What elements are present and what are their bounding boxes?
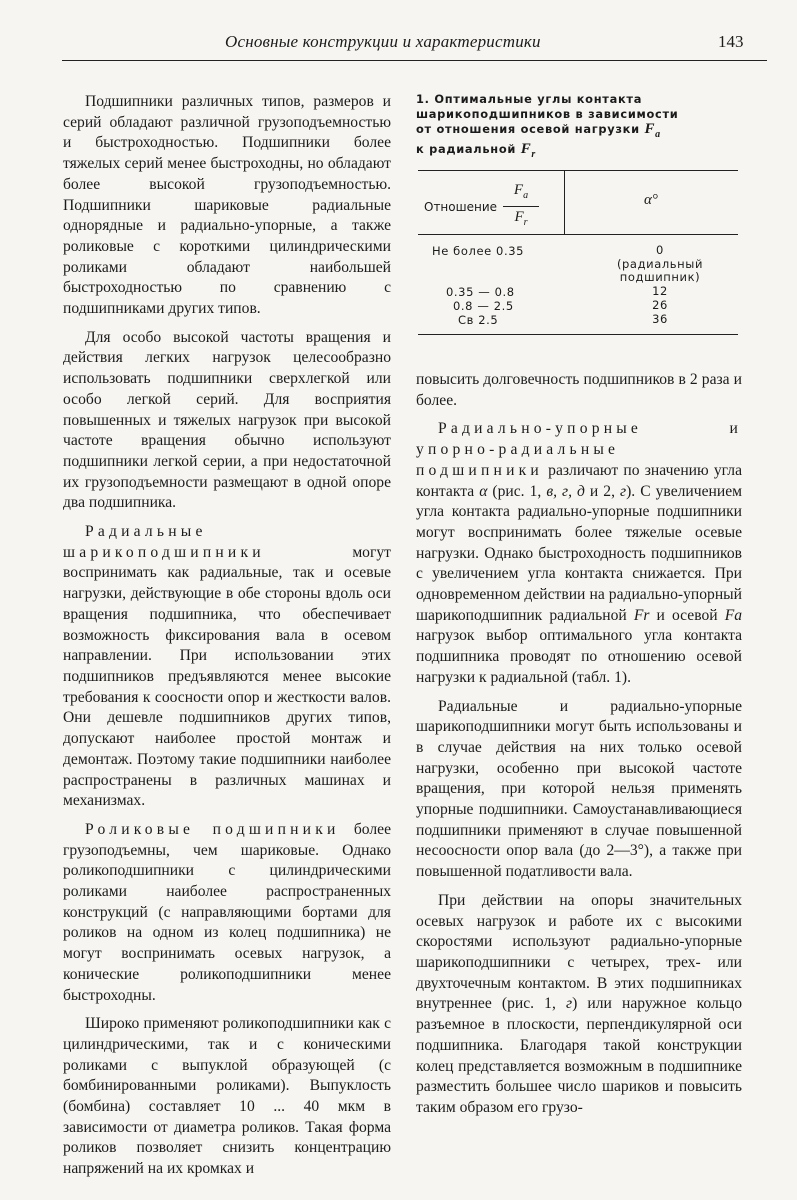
paragraph-bearing-types: Подшипники различных типов, размеров и серий обладают различной грузоподъемностью и быстроходностью. Подшипники более тяжелых серий менее быстроходны, но обладают более высокой грузоподъемностью. Подшипники шариковые радиальные однорядные и радиально-упорные, а также роликовые с короткими цилиндрическими роликами обладают наибольшей быстроходностью по сравнению с подшипниками других типов. (63, 93, 391, 318)
column-header-ratio (424, 182, 539, 231)
table-cell-angle: 12 (652, 284, 668, 298)
caption-line: к радиальной $F_r$ (416, 141, 537, 160)
paragraph-durability: повысить долговечность подшипников в 2 раза и более. (416, 371, 742, 409)
table-cell-ratio: 0.8 — 2.5 (453, 299, 514, 313)
term-roller-bearings: Роликовые подшипники (85, 820, 340, 838)
ratio-fraction (503, 182, 539, 231)
symbol-fa-inline: Fa (724, 606, 743, 624)
table-cell-ratio: Не более 0.35 (432, 244, 525, 258)
fraction-bar (503, 206, 539, 207)
term-radial-ball-bearings: Радиальные шарикоподшипники (63, 523, 265, 561)
symbol-fr-inline: Fr (633, 606, 650, 624)
contact-angle-table (418, 170, 738, 340)
fraction-denominator: $F_r$ (514, 209, 528, 228)
paragraph-roller-text: более грузоподъемны, чем шариковые. Однако роликоподшипники с цилиндрическими роликами наиболее распространенных конструкций (с направляющими бортами для роликов на одном из колец подшипника) не могут воспринимать осевых нагрузок, а конические роликоподшипники менее быстроходны. (63, 820, 391, 1004)
paragraph-radial-ball-text: могут воспринимать как радиальные, так и осевые нагрузки, действующие в обе стороны вдоль оси вращения подшипника, что обеспечивает возможность фиксирования вала в осевом направлении. При использовании этих подшипников предъявляются менее высокие требования к соосности опор и жесткости валов. Они дешевле подшипников других типов, допускают наиболее простой монтаж и демонтаж. Поэтому такие подшипники наиболее распространены в различных машинах и механизмах. (63, 543, 391, 810)
table-cell-angle: подшипник) (619, 270, 701, 284)
caption-line: 1. Оптимальные углы контакта (416, 92, 643, 106)
caption-line: от отношения осевой нагрузки $F_a$ (416, 121, 661, 140)
table-header-rule (418, 234, 738, 235)
left-text-column (63, 92, 391, 1188)
table-cell-angle: 36 (652, 312, 668, 326)
table-cell-ratio: Св 2.5 (458, 313, 499, 327)
table-cell-angle: 26 (652, 298, 668, 312)
table-cell-angle: (радиальный (616, 257, 704, 271)
header-rule (62, 60, 767, 61)
symbol-fa: $F_a$ (644, 121, 661, 140)
table-cell-ratio: 0.35 — 0.8 (446, 285, 515, 299)
table-cell-angle: 0 (656, 243, 664, 257)
paragraph-radial-ball (63, 522, 391, 812)
column-header-angle: α° (644, 192, 658, 208)
table-bottom-rule (418, 334, 738, 335)
fraction-numerator: $F_a$ (513, 182, 529, 201)
running-header-title: Основные конструкции и характеристики (225, 32, 541, 51)
term-angular-contact-bearings: Радиально-упорные и упорно-радиальные подшипники (416, 420, 742, 479)
paragraph-angular-contact: Радиально-упорные и упорно-радиальные подшипники различают по значению угла контакта α (рис. 1, в, г, д и 2, г). С увеличением угла контакта радиально-упорные подшипники могут воспринимать более тяжелые осевые нагрузки. Однако быстроходность подшипников с увеличением угла контакта снижается. При одновременном действии на радиально-упорный шарикоподшипник радиальной Fr и осевой Fa нагрузок выбор оптимального угла контакта подшипника проводят по отношению осевой нагрузки к радиальной (табл. 1). (416, 420, 743, 686)
right-text-column (416, 370, 742, 1127)
table-top-rule (418, 170, 738, 171)
table-caption (416, 92, 716, 162)
paragraph-axial-load: Радиальные и радиально-упорные шарикоподшипники могут быть использованы и в случае действия на них только осевой нагрузки, особенно при высокой частоте вращения, при которой нельзя применять упорные подшипники. Самоустанавливающиеся подшипники применяют в случае повышенной несоосности опор вала (до 2—3°), а также при повышенной податливости вала. (416, 697, 742, 881)
symbol-alpha: α (479, 482, 488, 500)
paragraph-barrel-rollers: Широко применяют роликоподшипники как с цилиндрическими, так и с коническими роликами с выпуклой образующей (с бомбинированными роликами). Выпуклость (бомбина) составляет 10 ... 40 мкм в зависимости от диаметра роликов. Такая форма роликов позволяет снизить концентрацию напряжений на их кромках и (63, 1015, 391, 1178)
caption-line: шарикоподшипников в зависимости (416, 107, 679, 121)
paragraph-roller (63, 820, 391, 1006)
symbol-fr: $F_r$ (520, 141, 537, 160)
page-number: 143 (718, 32, 744, 51)
paragraph-high-speed: Для особо высокой частоты вращения и действия легких нагрузок целесообразно использовать подшипники сверхлегкой или особо легкой серий. Для восприятия повышенных и тяжелых нагрузок при высокой частоте вращения обычно используют подшипники легкой серии, а при недостаточной их грузоподъемности размещают в одной опоре два подшипника. (63, 328, 391, 512)
paragraph-four-point-contact: При действии на опоры значительных осевых нагрузок и работе их с высокими скоростями используют радиально-упорные шарикоподшипники с четырех, трех- или двухточечным контактом. В этих подшипниках внутреннее (рис. 1, г) или наружное кольцо разъемное в плоскости, перпендикулярной оси подшипника. Благодаря такой конструкции колец представляется возможным в подшипнике разместить большее число шариков и повысить таким образом его грузо- (416, 891, 742, 1116)
ratio-label: Отношение (424, 199, 498, 214)
table-column-divider (564, 170, 565, 234)
